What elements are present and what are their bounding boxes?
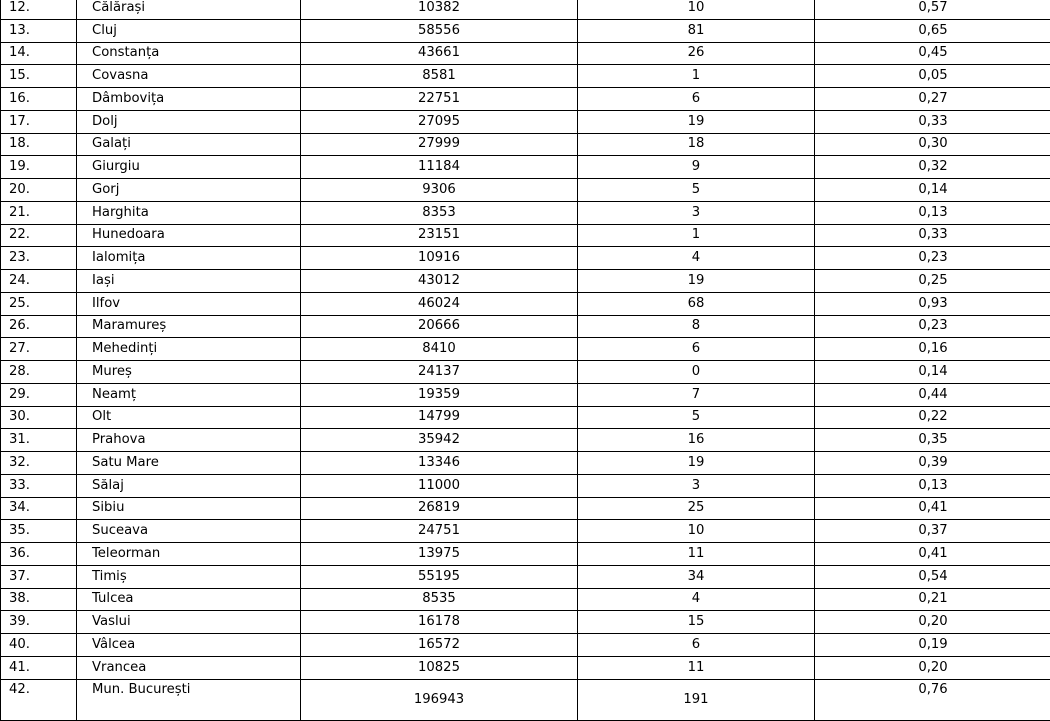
value-2-cell: 6: [578, 88, 815, 111]
county-name-cell: Giurgiu: [77, 156, 301, 179]
county-name-cell: Hunedoara: [77, 224, 301, 247]
value-3-cell: 0,14: [815, 179, 1050, 202]
county-name-cell: Teleorman: [77, 543, 301, 566]
value-3-cell: 0,27: [815, 88, 1050, 111]
table-row: [1, 156, 1050, 179]
row-number-cell: 38.: [1, 588, 77, 611]
row-number-cell: 20.: [1, 179, 77, 202]
value-2-cell: 34: [578, 565, 815, 588]
county-name-cell: Dolj: [77, 110, 301, 133]
value-2-cell: 15: [578, 611, 815, 634]
row-number-cell: 19.: [1, 156, 77, 179]
value-1-cell: 16572: [301, 634, 578, 657]
row-number-cell: 24.: [1, 270, 77, 293]
table-row: [1, 634, 1050, 657]
row-number-cell: 23.: [1, 247, 77, 270]
table-row: [1, 224, 1050, 247]
table-row: [1, 65, 1050, 88]
value-1-cell: 22751: [301, 88, 578, 111]
value-3-cell: 0,41: [815, 543, 1050, 566]
value-3-cell: 0,19: [815, 634, 1050, 657]
value-3-cell: 0,33: [815, 110, 1050, 133]
table-body: [1, 0, 1050, 720]
value-1-cell: 13346: [301, 452, 578, 475]
value-2-cell: 81: [578, 19, 815, 42]
value-2-cell: 5: [578, 179, 815, 202]
value-3-cell: 0,23: [815, 315, 1050, 338]
row-number-cell: 12.: [1, 0, 77, 19]
county-name-cell: Constanța: [77, 42, 301, 65]
value-3-cell: 0,23: [815, 247, 1050, 270]
county-name-cell: Mureș: [77, 361, 301, 384]
county-name-cell: Cluj: [77, 19, 301, 42]
value-3-cell: 0,21: [815, 588, 1050, 611]
table-row: [1, 361, 1050, 384]
county-name-cell: Mun. București: [77, 679, 301, 720]
table-row: [1, 315, 1050, 338]
value-3-cell: 0,14: [815, 361, 1050, 384]
value-3-cell: 0,57: [815, 0, 1050, 19]
value-3-cell: 0,39: [815, 452, 1050, 475]
value-2-cell: 11: [578, 543, 815, 566]
county-name-cell: Suceava: [77, 520, 301, 543]
table-row: [1, 110, 1050, 133]
table-row: [1, 520, 1050, 543]
value-3-cell: 0,05: [815, 65, 1050, 88]
value-3-cell: 0,93: [815, 292, 1050, 315]
value-1-cell: 10382: [301, 0, 578, 19]
row-number-cell: 30.: [1, 406, 77, 429]
value-1-cell: 24751: [301, 520, 578, 543]
value-3-cell: 0,54: [815, 565, 1050, 588]
value-1-cell: 58556: [301, 19, 578, 42]
table-row: [1, 588, 1050, 611]
value-2-cell: 68: [578, 292, 815, 315]
value-2-cell: 4: [578, 247, 815, 270]
row-number-cell: 22.: [1, 224, 77, 247]
value-3-cell: 0,35: [815, 429, 1050, 452]
value-2-cell: 10: [578, 0, 815, 19]
row-number-cell: 41.: [1, 656, 77, 679]
value-3-cell: 0,13: [815, 474, 1050, 497]
county-name-cell: Satu Mare: [77, 452, 301, 475]
row-number-cell: 27.: [1, 338, 77, 361]
value-1-cell: 9306: [301, 179, 578, 202]
value-1-cell: 10916: [301, 247, 578, 270]
value-1-cell: 11000: [301, 474, 578, 497]
table-row: [1, 19, 1050, 42]
value-3-cell: 0,25: [815, 270, 1050, 293]
table-row: [1, 338, 1050, 361]
value-3-cell: 0,30: [815, 133, 1050, 156]
county-name-cell: Olt: [77, 406, 301, 429]
value-1-cell: 8353: [301, 201, 578, 224]
row-number-cell: 14.: [1, 42, 77, 65]
table-row: [1, 270, 1050, 293]
county-name-cell: Vâlcea: [77, 634, 301, 657]
county-name-cell: Gorj: [77, 179, 301, 202]
table-row: [1, 201, 1050, 224]
table-row: [1, 88, 1050, 111]
county-name-cell: Vrancea: [77, 656, 301, 679]
value-1-cell: 196943: [301, 679, 578, 720]
value-1-cell: 35942: [301, 429, 578, 452]
county-name-cell: Galați: [77, 133, 301, 156]
value-1-cell: 43012: [301, 270, 578, 293]
county-name-cell: Timiș: [77, 565, 301, 588]
row-number-cell: 39.: [1, 611, 77, 634]
value-3-cell: 0,13: [815, 201, 1050, 224]
value-2-cell: 0: [578, 361, 815, 384]
table-row: [1, 474, 1050, 497]
row-number-cell: 16.: [1, 88, 77, 111]
value-3-cell: 0,20: [815, 611, 1050, 634]
value-3-cell: 0,20: [815, 656, 1050, 679]
value-1-cell: 27999: [301, 133, 578, 156]
row-number-cell: 13.: [1, 19, 77, 42]
table-row: [1, 292, 1050, 315]
value-1-cell: 23151: [301, 224, 578, 247]
table-row: [1, 179, 1050, 202]
value-2-cell: 8: [578, 315, 815, 338]
county-name-cell: Covasna: [77, 65, 301, 88]
table-row: [1, 543, 1050, 566]
value-1-cell: 19359: [301, 383, 578, 406]
county-name-cell: Ialomița: [77, 247, 301, 270]
table-row: [1, 429, 1050, 452]
row-number-cell: 17.: [1, 110, 77, 133]
value-1-cell: 8410: [301, 338, 578, 361]
row-number-cell: 26.: [1, 315, 77, 338]
county-name-cell: Dâmbovița: [77, 88, 301, 111]
value-3-cell: 0,16: [815, 338, 1050, 361]
county-name-cell: Neamț: [77, 383, 301, 406]
table-row: [1, 565, 1050, 588]
county-name-cell: Iași: [77, 270, 301, 293]
value-1-cell: 16178: [301, 611, 578, 634]
value-3-cell: 0,37: [815, 520, 1050, 543]
value-3-cell: 0,44: [815, 383, 1050, 406]
value-2-cell: 1: [578, 224, 815, 247]
value-2-cell: 191: [578, 679, 815, 720]
value-3-cell: 0,32: [815, 156, 1050, 179]
value-2-cell: 19: [578, 270, 815, 293]
county-name-cell: Maramureș: [77, 315, 301, 338]
county-name-cell: Ilfov: [77, 292, 301, 315]
county-name-cell: Călărași: [77, 0, 301, 19]
county-name-cell: Prahova: [77, 429, 301, 452]
value-3-cell: 0,65: [815, 19, 1050, 42]
row-number-cell: 40.: [1, 634, 77, 657]
value-1-cell: 27095: [301, 110, 578, 133]
row-number-cell: 15.: [1, 65, 77, 88]
value-2-cell: 7: [578, 383, 815, 406]
value-2-cell: 25: [578, 497, 815, 520]
table-row: [1, 133, 1050, 156]
row-number-cell: 28.: [1, 361, 77, 384]
county-name-cell: Sibiu: [77, 497, 301, 520]
row-number-cell: 21.: [1, 201, 77, 224]
value-3-cell: 0,45: [815, 42, 1050, 65]
value-3-cell: 0,33: [815, 224, 1050, 247]
value-2-cell: 3: [578, 474, 815, 497]
table-row: [1, 497, 1050, 520]
value-1-cell: 14799: [301, 406, 578, 429]
row-number-cell: 34.: [1, 497, 77, 520]
value-1-cell: 8535: [301, 588, 578, 611]
value-3-cell: 0,76: [815, 679, 1050, 720]
row-number-cell: 36.: [1, 543, 77, 566]
value-1-cell: 46024: [301, 292, 578, 315]
row-number-cell: 37.: [1, 565, 77, 588]
value-2-cell: 18: [578, 133, 815, 156]
row-number-cell: 25.: [1, 292, 77, 315]
value-2-cell: 26: [578, 42, 815, 65]
table-row: [1, 452, 1050, 475]
value-2-cell: 5: [578, 406, 815, 429]
table-row: [1, 0, 1050, 19]
row-number-cell: 32.: [1, 452, 77, 475]
value-1-cell: 8581: [301, 65, 578, 88]
value-2-cell: 19: [578, 110, 815, 133]
row-number-cell: 29.: [1, 383, 77, 406]
row-number-cell: 31.: [1, 429, 77, 452]
table-row: [1, 656, 1050, 679]
value-1-cell: 11184: [301, 156, 578, 179]
value-2-cell: 3: [578, 201, 815, 224]
value-1-cell: 20666: [301, 315, 578, 338]
county-name-cell: Tulcea: [77, 588, 301, 611]
value-1-cell: 24137: [301, 361, 578, 384]
value-2-cell: 10: [578, 520, 815, 543]
value-1-cell: 26819: [301, 497, 578, 520]
county-name-cell: Mehedinți: [77, 338, 301, 361]
value-2-cell: 11: [578, 656, 815, 679]
row-number-cell: 18.: [1, 133, 77, 156]
table-row: [1, 42, 1050, 65]
value-3-cell: 0,41: [815, 497, 1050, 520]
county-name-cell: Harghita: [77, 201, 301, 224]
table-row: [1, 406, 1050, 429]
value-2-cell: 4: [578, 588, 815, 611]
row-number-cell: 42.: [1, 679, 77, 720]
county-name-cell: Vaslui: [77, 611, 301, 634]
value-1-cell: 13975: [301, 543, 578, 566]
value-1-cell: 10825: [301, 656, 578, 679]
value-2-cell: 6: [578, 338, 815, 361]
value-1-cell: 43661: [301, 42, 578, 65]
value-2-cell: 16: [578, 429, 815, 452]
value-2-cell: 9: [578, 156, 815, 179]
table-row: [1, 383, 1050, 406]
value-1-cell: 55195: [301, 565, 578, 588]
table-row: [1, 611, 1050, 634]
county-name-cell: Sălaj: [77, 474, 301, 497]
value-2-cell: 6: [578, 634, 815, 657]
value-2-cell: 19: [578, 452, 815, 475]
value-3-cell: 0,22: [815, 406, 1050, 429]
row-number-cell: 35.: [1, 520, 77, 543]
row-number-cell: 33.: [1, 474, 77, 497]
table-row: [1, 247, 1050, 270]
value-2-cell: 1: [578, 65, 815, 88]
